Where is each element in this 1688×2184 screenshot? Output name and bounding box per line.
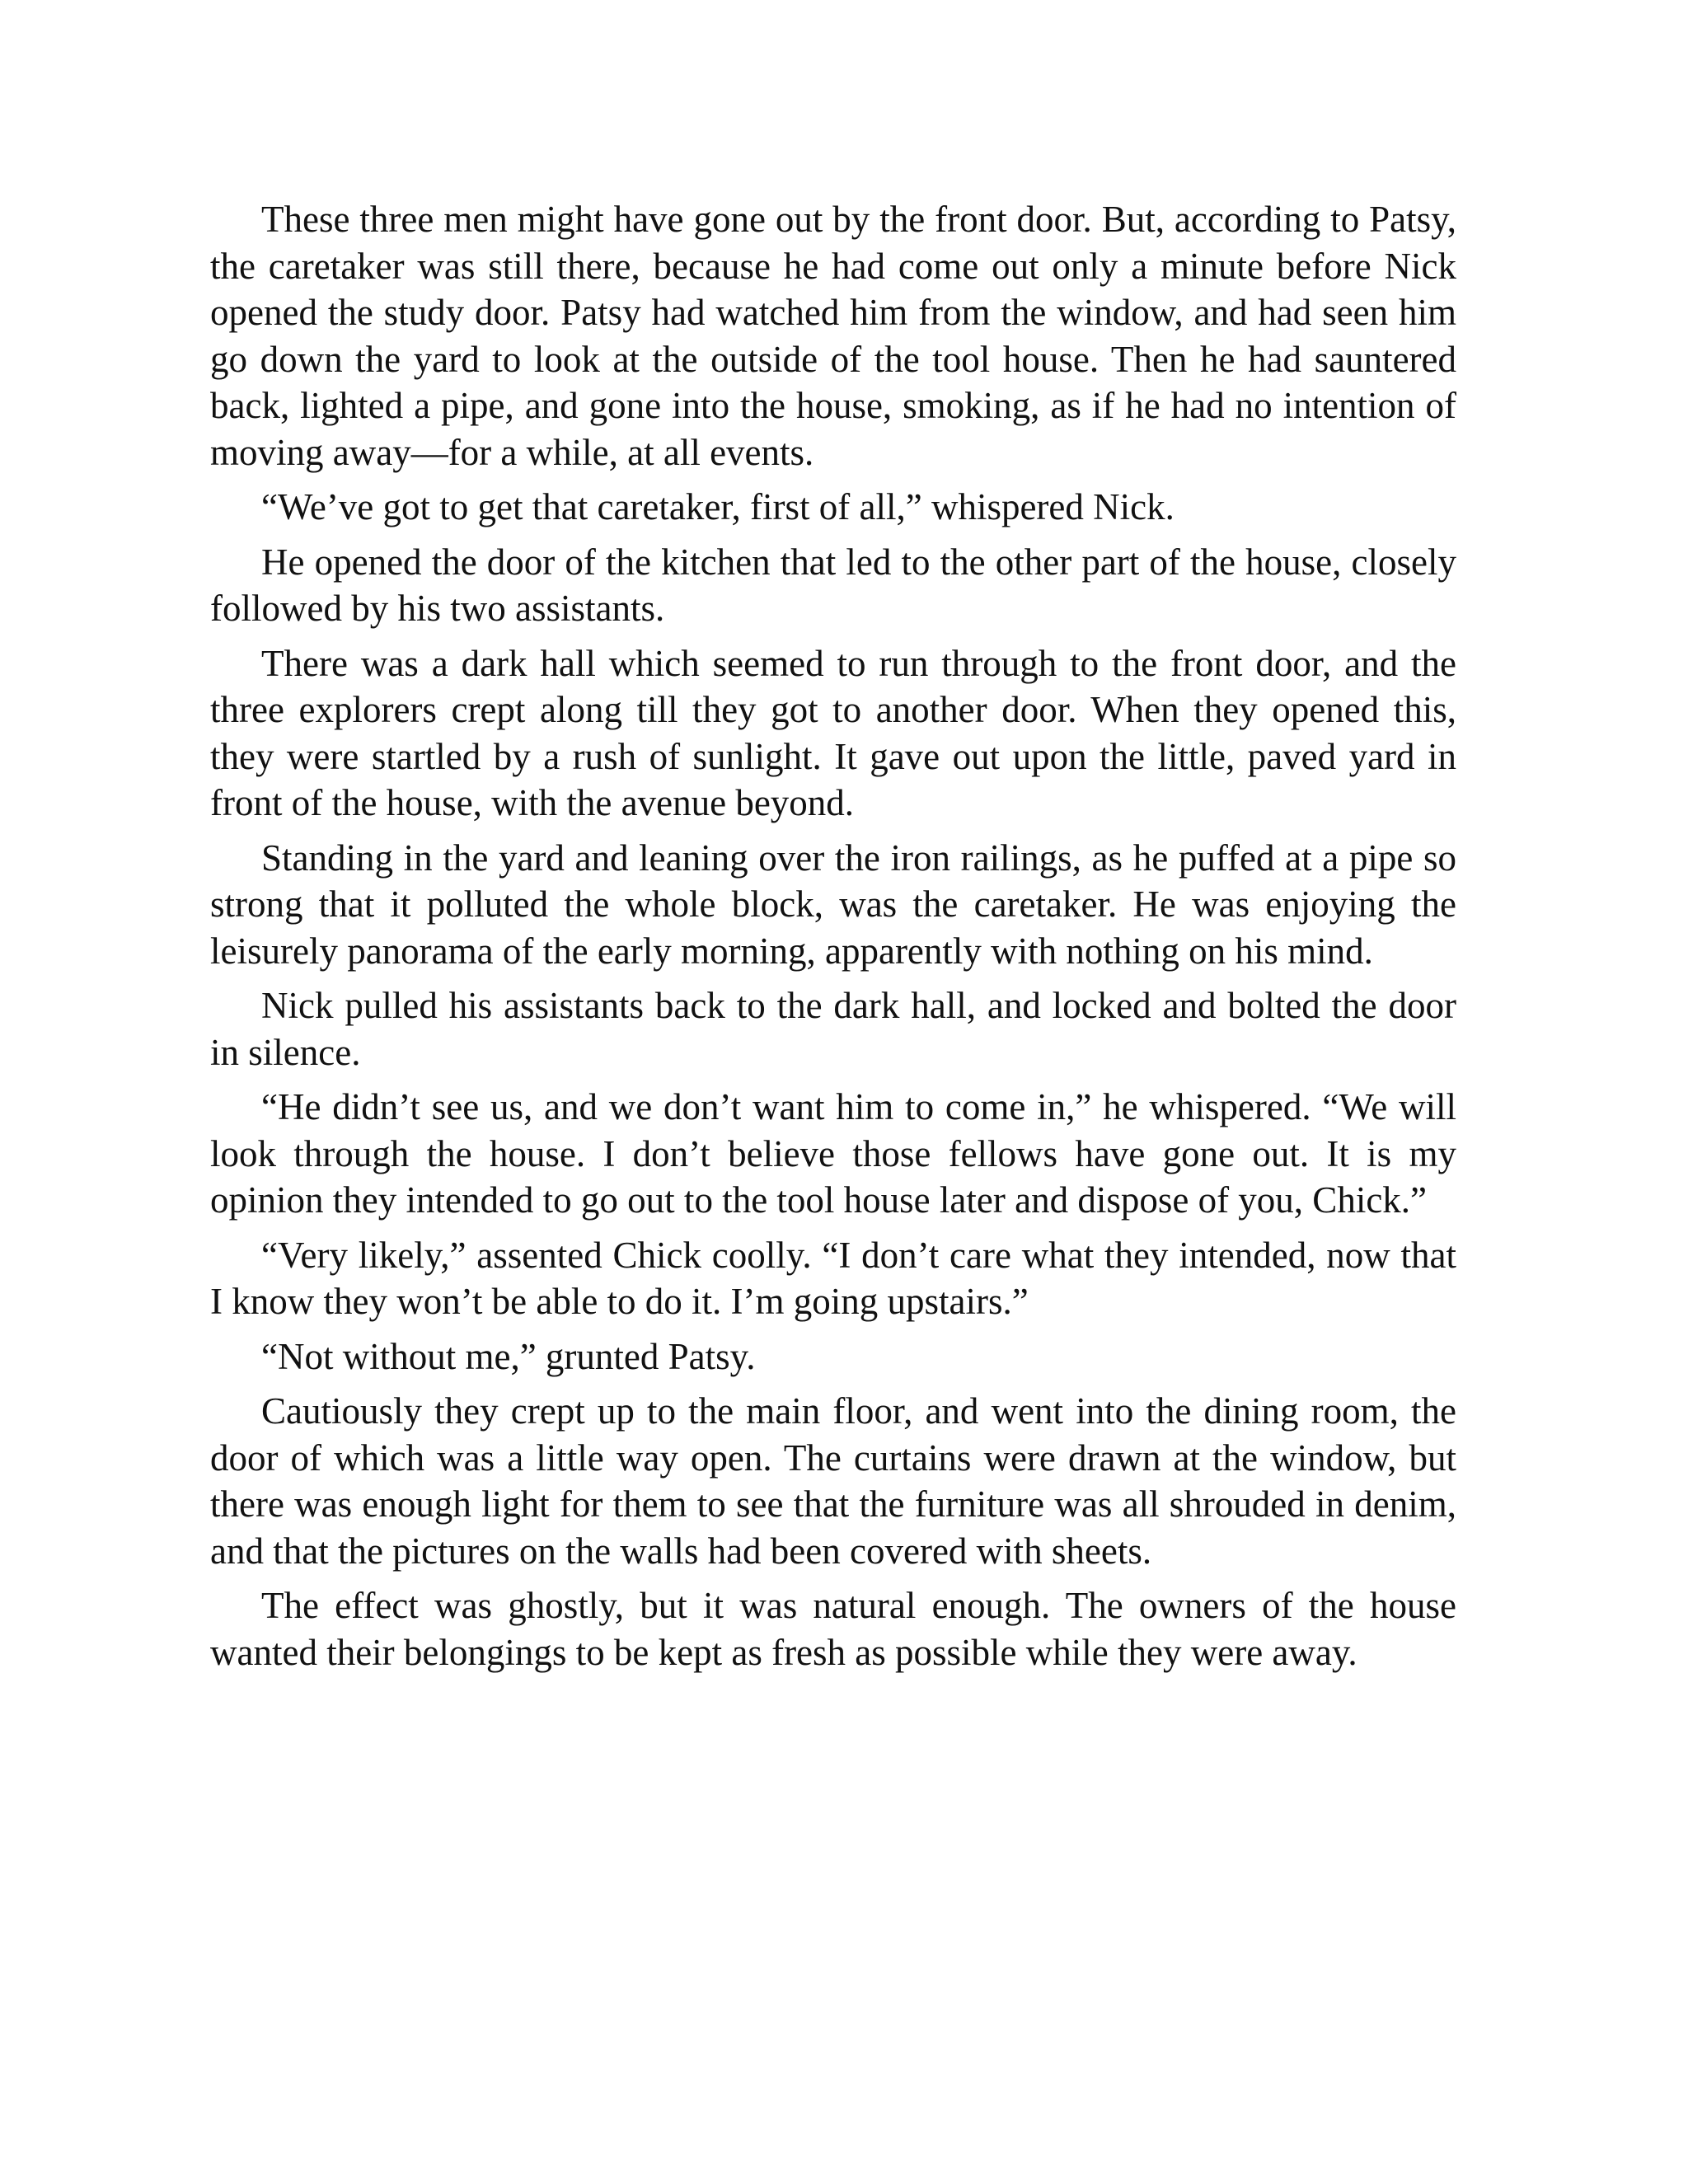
paragraph: These three men might have gone out by the front door. But, according to Patsy, the caretaker was still there, because he had come out only a minute before Nick opened the study door. Patsy had watched him from the window, and had seen him go down the yard to look at the outside of the tool house. Then he had sauntered back, lighted a pipe, and gone into the house, smoking, as if he had no intention of moving away—for a while, at all events. [210,199,1456,473]
paragraph: The effect was ghostly, but it was natural enough. The owners of the house wanted their belongings to be kept as fresh as possible while they were away. [210,1585,1456,1673]
paragraph: Cautiously they crept up to the main floor, and went into the dining room, the door of which was a little way open. The curtains were drawn at the window, but there was enough light for them to see that the furniture was all shrouded in denim, and that the pictures on the walls had been covered with sheets. [210,1390,1456,1572]
body-text [210,196,1456,1684]
paragraph: Standing in the yard and leaning over the iron railings, as he puffed at a pipe so strong that it polluted the whole block, was the caretaker. He was enjoying the leisurely panorama of the early morning, apparently with nothing on his mind. [210,837,1456,972]
paragraph: He opened the door of the kitchen that led to the other part of the house, closely followed by his two assistants. [210,541,1456,629]
paragraph: “Very likely,” assented Chick coolly. “I don’t care what they intended, now that I know they won’t be able to do it. I’m going upstairs.” [210,1234,1456,1322]
paragraph: Nick pulled his assistants back to the dark hall, and locked and bolted the door in silence. [210,985,1456,1073]
paragraph: “We’ve got to get that caretaker, first of all,” whispered Nick. [261,486,1175,527]
paragraph: There was a dark hall which seemed to run through to the front door, and the three explorers crept along till they got to another door. When they opened this, they were startled by a rush of sunlight. It gave out upon the little, paved yard in front of the house, with the avenue beyond. [210,642,1456,823]
paragraph: “He didn’t see us, and we don’t want him to come in,” he whispered. “We will look through the house. I don’t believe those fellows have gone out. It is my opinion they intended to go out to the tool house later and dispose of you, Chick.” [210,1086,1456,1221]
paragraph: “Not without me,” grunted Patsy. [261,1335,756,1377]
